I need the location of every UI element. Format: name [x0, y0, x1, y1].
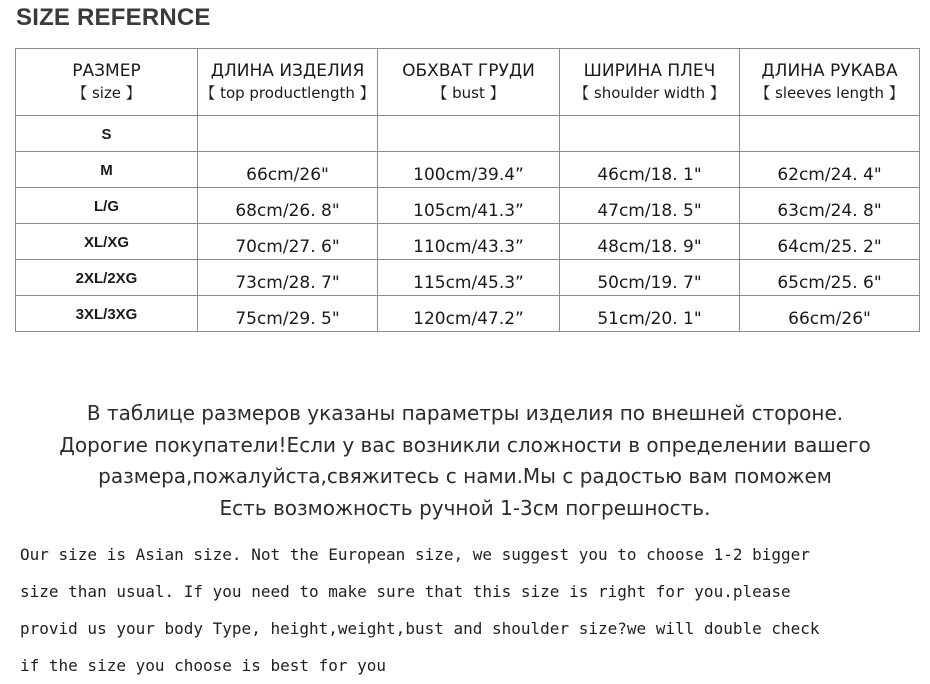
table-row — [16, 224, 920, 260]
table-row — [16, 116, 920, 152]
english-note-line: provid us your body Type, height,weight,bust and shoulder size?we will double check — [20, 619, 820, 638]
russian-note-line: Есть возможность ручной 1-3см погрешность. — [219, 495, 711, 520]
russian-note-line: В таблице размеров указаны параметры изделия по внешней стороне. — [86, 401, 844, 425]
shoulder-cell: 51cm/20. 1" — [560, 296, 740, 332]
shoulder-cell: 47cm/18. 5" — [560, 188, 740, 224]
sleeve-cell: 65cm/25. 6" — [740, 260, 920, 296]
russian-note — [0, 398, 930, 524]
table-row — [16, 188, 920, 224]
english-note-line: Our size is Asian size. Not the European size, we suggest you to choose 1-2 bigger — [20, 545, 810, 564]
english-note-line: if the size you choose is best for you — [20, 656, 387, 675]
sleeve-cell: 62cm/24. 4" — [740, 152, 920, 188]
sleeve-cell — [740, 116, 920, 152]
sleeve-cell: 64cm/25. 2" — [740, 224, 920, 260]
header-main: ШИРИНА ПЛЕЧ — [583, 61, 716, 81]
shoulder-cell: 46cm/18. 1" — [560, 152, 740, 188]
table-header-row — [16, 49, 920, 116]
header-main: ДЛИНА РУКАВА — [761, 61, 898, 81]
russian-note-line: размера,пожалуйста,свяжитесь с нами.Мы с радостью вам поможем — [98, 464, 832, 488]
header-sub: 【 bust 】 — [432, 84, 505, 102]
shoulder-cell: 48cm/18. 9" — [560, 224, 740, 260]
shoulder-cell — [560, 116, 740, 152]
size-cell: S — [16, 116, 198, 152]
header-bust — [378, 49, 560, 116]
header-sleeve — [740, 49, 920, 116]
header-main: ОБХВАТ ГРУДИ — [402, 61, 535, 81]
sleeve-cell: 63cm/24. 8" — [740, 188, 920, 224]
length-cell — [198, 116, 378, 152]
page-title: SIZE REFERNCE — [16, 4, 211, 31]
bust-cell: 120cm/47.2” — [378, 296, 560, 332]
size-cell: 2XL/2XG — [16, 260, 198, 296]
length-cell: 75cm/29. 5" — [198, 296, 378, 332]
length-cell: 68cm/26. 8" — [198, 188, 378, 224]
header-sub: 【 size 】 — [72, 84, 141, 102]
russian-note-line: Дорогие покупатели!Если у вас возникли сложности в определении вашего — [59, 432, 871, 457]
length-cell: 70cm/27. 6" — [198, 224, 378, 260]
shoulder-cell: 50cm/19. 7" — [560, 260, 740, 296]
size-cell: 3XL/3XG — [16, 296, 198, 332]
size-cell: M — [16, 152, 198, 188]
header-main: РАЗМЕР — [72, 61, 141, 81]
size-cell: L/G — [16, 188, 198, 224]
table-row — [16, 260, 920, 296]
size-cell: XL/XG — [16, 224, 198, 260]
bust-cell: 110cm/43.3” — [378, 224, 560, 260]
header-sub: 【 shoulder width 】 — [574, 84, 725, 102]
length-cell: 66cm/26" — [198, 152, 378, 188]
sleeve-cell: 66cm/26" — [740, 296, 920, 332]
bust-cell — [378, 116, 560, 152]
header-sub: 【 top productlength 】 — [200, 84, 375, 102]
header-size — [16, 49, 198, 116]
english-note-line: size than usual. If you need to make sure that this size is right for you.please — [20, 582, 791, 601]
bust-cell: 115cm/45.3” — [378, 260, 560, 296]
bust-cell: 105cm/41.3” — [378, 188, 560, 224]
size-chart-table — [15, 48, 920, 332]
table-row — [16, 152, 920, 188]
header-shoulder — [560, 49, 740, 116]
table-row — [16, 296, 920, 332]
english-note — [20, 536, 820, 684]
length-cell: 73cm/28. 7" — [198, 260, 378, 296]
header-sub: 【 sleeves length 】 — [755, 84, 904, 102]
bust-cell: 100cm/39.4” — [378, 152, 560, 188]
header-main: ДЛИНА ИЗДЕЛИЯ — [210, 61, 365, 81]
header-length — [198, 49, 378, 116]
